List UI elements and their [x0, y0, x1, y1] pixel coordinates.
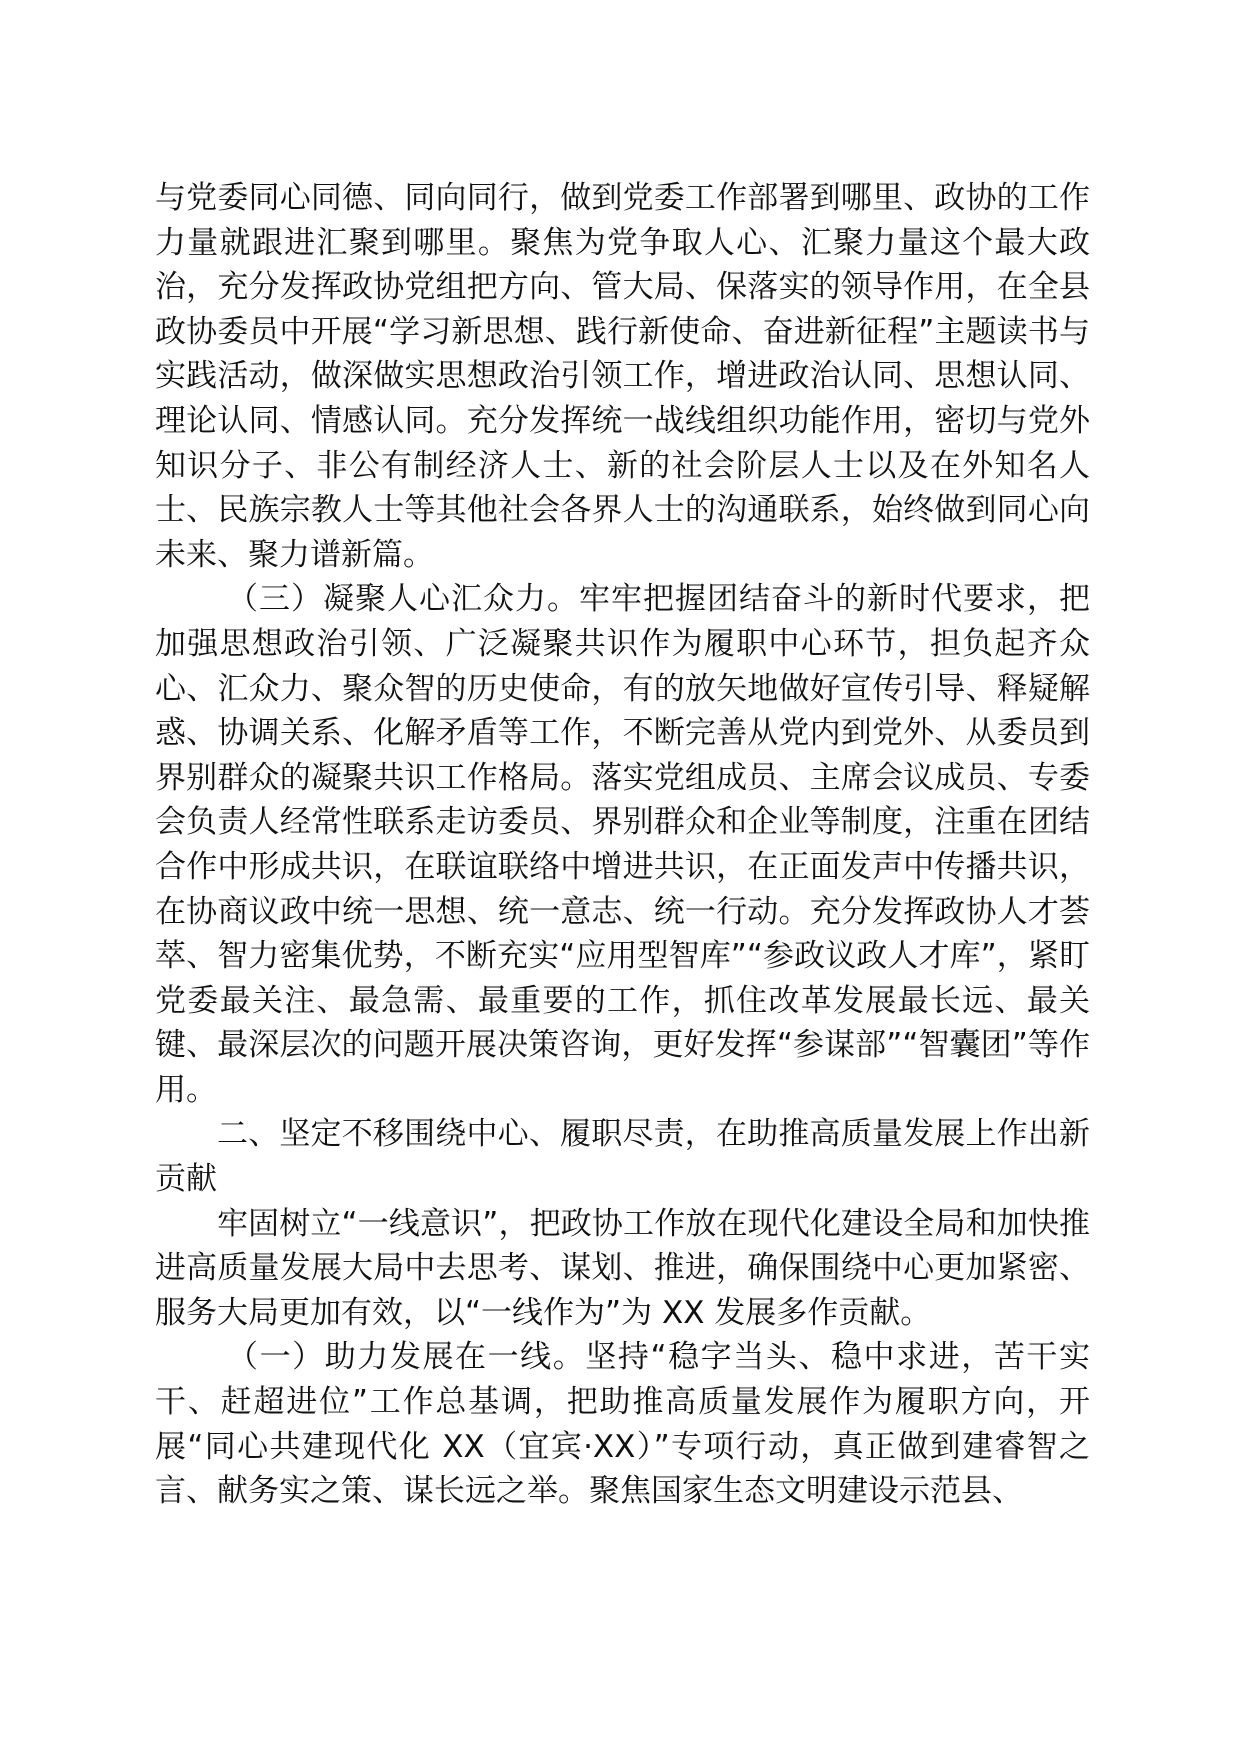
body-text	[155, 176, 1090, 1514]
paragraph-continued: 与党委同心同德、同向同行，做到党委工作部署到哪里、政协的工作力量就跟进汇聚到哪里。聚焦为党争取人心、汇聚力量这个最大政治，充分发挥政协党组把方向、管大局、保落实的领导作用，在全县政协委员中开展“学习新思想、践行新使命、奋进新征程”主题读书与实践活动，做深做实思想政治引领工作，增进政治认同、思想认同、理论认同、情感认同。充分发挥统一战线组织功能作用，密切与党外知识分子、非公有制经济人士、新的社会阶层人士以及在外知名人士、民族宗教人士等其他社会各界人士的沟通联系，始终做到同心向未来、聚力谱新篇。	[155, 180, 1090, 573]
paragraph-section-3: （三）凝聚人心汇众力。牢牢把握团结奋斗的新时代要求，把加强思想政治引领、广泛凝聚共识作为履职中心环节，担负起齐众心、汇众力、聚众智的历史使命，有的放矢地做好宣传引导、释疑解惑、协调关系、化解矛盾等工作，不断完善从党内到党外、从委员到界别群众的凝聚共识工作格局。落实党组成员、主席会议成员、专委会负责人经常性联系走访委员、界别群众和企业等制度，注重在团结合作中形成共识，在联谊联络中增进共识，在正面发声中传播共识，在协商议政中统一思想、统一意志、统一行动。充分发挥政协人才荟萃、智力密集优势，不断充实“应用型智库”“参政议政人才库”，紧盯党委最关注、最急需、最重要的工作，抓住改革发展最长远、最关键、最深层次的问题开展决策咨询，更好发挥“参谋部”“智囊团”等作用。	[155, 581, 1090, 1108]
section-heading-2: 二、坚定不移围绕中心、履职尽责，在助推高质量发展上作出新贡献	[155, 1116, 1090, 1198]
paragraph-subsection-1: （一）助力发展在一线。坚持“稳字当头、稳中求进，苦干实干、赶超进位”工作总基调，把助推高质量发展作为履职方向，开展“同心共建现代化 XX（宜宾·XX）”专项行动，真正做到建睿智之言、献务实之策、谋长远之举。聚焦国家生态文明建设示范县、	[155, 1339, 1090, 1510]
paragraph-section-2-intro: 牢固树立“一线意识”，把政协工作放在现代化建设全局和加快推进高质量发展大局中去思考、谋划、推进，确保围绕中心更加紧密、服务大局更加有效，以“一线作为”为 XX 发展多作贡献。	[155, 1205, 1090, 1331]
